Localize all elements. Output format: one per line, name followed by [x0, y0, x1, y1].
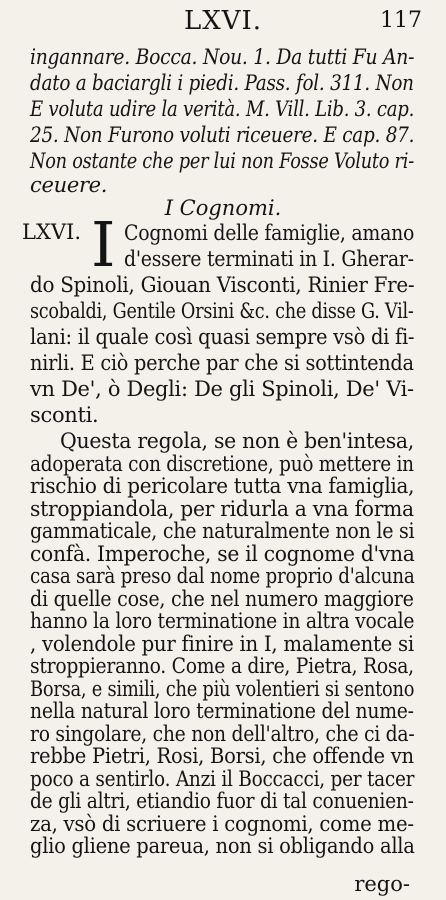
text-line: sconti. — [30, 403, 99, 427]
text-line: rebbe Pietri, Rosi, Borsi, che offende vn — [30, 744, 414, 769]
text-line: 25. Non Furono voluti riceuere. E cap. 87. — [30, 123, 415, 147]
text-line: vn De', ò Degli: De gli Spinoli, De' Vi- — [30, 377, 414, 401]
text-line: glio gliene pareua, non si obligando alla — [30, 834, 415, 859]
text-line: Borsa, e simili, che più volentieri si sentono — [30, 676, 415, 701]
text-line: poco a sentirlo. Anzi il Boccacci, per tacer — [30, 766, 415, 791]
text-line: nirli. E ciò perche par che si sottintenda — [30, 351, 414, 375]
text-line: stroppieranno. Come a dire, Pietra, Rosa, — [30, 654, 414, 679]
text-line: adoperata con discretione, può mettere in — [30, 451, 414, 476]
text-line: do Spinoli, Giouan Visconti, Rinier Fre- — [30, 273, 415, 297]
page-number: 117 — [380, 8, 422, 33]
text-line: hanno la loro terminatione in altra vocale — [30, 609, 415, 634]
text-line: de gli altri, etiandio fuor di tal conuenien- — [30, 789, 414, 814]
text-line: lani: il quale così quasi sempre vsò di fi- — [30, 325, 415, 349]
text-line: dato a baciargli i piedi. Pass. fol. 311. Non — [30, 71, 414, 95]
text-line: confà. Imperoche, se il cognome d'vna — [30, 541, 415, 566]
text-line: E voluta udire la verità. M. Vill. Lib. 3. cap. — [30, 97, 415, 121]
drop-cap: I — [91, 208, 116, 281]
text-line: , volendole pur finire in I, malamente si — [30, 631, 414, 656]
section-heading: I Cognomi. — [164, 196, 282, 220]
text-line: gammaticale, che naturalmente non le si — [30, 519, 415, 544]
text-line: stroppiandola, per ridurla a vna forma — [30, 496, 414, 521]
text-line: ceuere. — [30, 173, 108, 197]
text-line: Questa regola, se non è ben'intesa, — [60, 429, 415, 453]
text-line: nella natural loro terminatione del nume- — [30, 699, 414, 724]
running-title: LXVI. — [183, 6, 263, 36]
text-line: d'essere terminati in I. Gherar- — [124, 247, 414, 271]
text-line: za, vsò di scriuere i cognomi, come me- — [30, 811, 414, 836]
text-line: scobaldi, Gentile Orsini &c. che disse G. Vil- — [30, 299, 414, 323]
catchword: rego- — [354, 872, 410, 896]
text-line: casa sarà preso dal nome proprio d'alcuna — [30, 564, 415, 589]
text-line: di quelle cose, che nel numero maggiore — [30, 586, 414, 611]
text-line: ingannare. Bocca. Nou. 1. Da tutti Fu An- — [30, 45, 415, 69]
section-number: LXVI. — [22, 220, 82, 244]
text-line: Non ostante che per lui non Fosse Voluto ri- — [30, 149, 414, 173]
text-line: Cognomi delle famiglie, amano — [124, 221, 415, 245]
text-line: rischio di pericolare tutta vna famiglia, — [30, 474, 415, 499]
text-line: ro singolare, che non dell'altro, che ci da- — [30, 721, 415, 746]
